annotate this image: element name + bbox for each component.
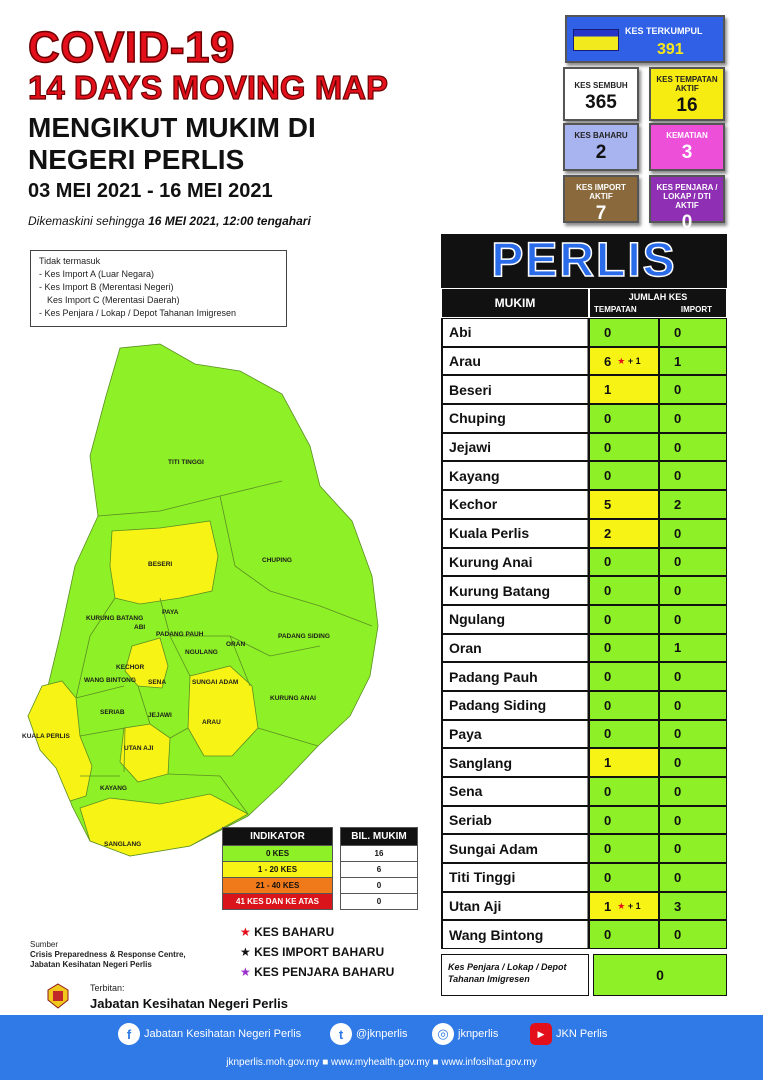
indicator-table — [222, 827, 418, 910]
map-label-kuala-perlis: KUALA PERLIS — [22, 733, 70, 740]
mukim-name: Sena — [441, 777, 589, 806]
map-label-abi: ABI — [134, 624, 146, 631]
tempatan-value: 6 — [604, 353, 612, 369]
tempatan-cell — [589, 892, 659, 921]
mukim-count-header: BIL. MUKIM — [341, 828, 418, 846]
tempatan-cell — [589, 662, 659, 691]
import-cell: 0 — [659, 834, 727, 863]
map-label-sungai-adam: SUNGAI ADAM — [192, 679, 239, 686]
tempatan-cell — [589, 806, 659, 835]
indicator-count: 16 — [341, 846, 418, 862]
stat-kematian: KEMATIAN 3 — [649, 123, 725, 171]
tempatan-value: 2 — [604, 525, 612, 541]
youtube-link[interactable]: ▶ JKN Perlis — [530, 1023, 607, 1045]
map-svg — [20, 336, 420, 876]
youtube-icon: ▶ — [530, 1023, 552, 1045]
new-case-star-icon: ★ + 1 — [617, 900, 641, 911]
tempatan-cell — [589, 375, 659, 404]
perlis-flag-icon — [573, 29, 619, 51]
mukim-name: Beseri — [441, 375, 589, 404]
map-label-paya: PAYA — [162, 609, 179, 616]
penjara-value: 0 — [593, 954, 727, 996]
purple-star-icon: ★ — [240, 965, 251, 979]
tempatan-value: 0 — [604, 439, 612, 455]
table-row — [441, 576, 727, 605]
tempatan-value: 0 — [604, 554, 612, 570]
map-label-ngulang: NGULANG — [185, 649, 218, 656]
tempatan-value: 0 — [604, 611, 612, 627]
indicator-count: 0 — [341, 878, 418, 894]
table-row — [441, 433, 727, 462]
table-row — [441, 662, 727, 691]
instagram-link[interactable]: ◎ jknperlis — [432, 1023, 498, 1045]
mukim-name: Kuala Perlis — [441, 519, 589, 548]
mukim-name: Jejawi — [441, 433, 589, 462]
map-label-kayang: KAYANG — [100, 785, 127, 792]
mukim-name: Wang Bintong — [441, 920, 589, 949]
import-cell: 0 — [659, 605, 727, 634]
tempatan-value: 0 — [604, 927, 612, 943]
footer — [0, 1015, 763, 1080]
table-body — [441, 318, 727, 949]
facebook-icon: f — [118, 1023, 140, 1045]
tempatan-cell — [589, 748, 659, 777]
table-row — [441, 519, 727, 548]
table-row — [441, 375, 727, 404]
tempatan-cell — [589, 576, 659, 605]
exclusion-line: Kes Import C (Merentasi Daerah) — [47, 295, 180, 305]
mukim-name: Chuping — [441, 404, 589, 433]
tempatan-value: 0 — [604, 324, 612, 340]
stat-penjara-aktif: KES PENJARA / LOKAP / DTI AKTIF 0 — [649, 175, 725, 223]
map-label-arau: ARAU — [202, 719, 221, 726]
tempatan-cell — [589, 548, 659, 577]
mukim-name: Utan Aji — [441, 892, 589, 921]
tempatan-cell — [589, 777, 659, 806]
tempatan-value: 0 — [604, 726, 612, 742]
source-note: Sumber Crisis Preparedness & Response Centre, Jabatan Kesihatan Negeri Perlis — [30, 940, 186, 969]
indicator-level: 21 - 40 KES — [223, 878, 333, 894]
updated-note: Dikemaskini sehingga 16 MEI 2021, 12:00 tengahari — [28, 214, 311, 228]
table-row — [441, 748, 727, 777]
tempatan-cell — [589, 318, 659, 347]
red-star-icon: ★ — [240, 925, 251, 939]
exclusion-line: - Kes Import A (Luar Negara) — [39, 269, 155, 279]
table-row — [441, 490, 727, 519]
table-row — [441, 634, 727, 663]
map-label-sena: SENA — [148, 679, 167, 686]
map-label-sanglang: SANGLANG — [104, 841, 142, 848]
publisher-label: Terbitan: — [90, 983, 125, 993]
map-label-padang-siding: PADANG SIDING — [278, 633, 330, 640]
import-cell: 0 — [659, 720, 727, 749]
tempatan-value: 0 — [604, 640, 612, 656]
tempatan-cell — [589, 519, 659, 548]
coat-of-arms-icon — [42, 982, 74, 1010]
table-row — [441, 605, 727, 634]
table-header — [441, 288, 727, 318]
tempatan-cell — [589, 490, 659, 519]
exclusion-note — [30, 250, 287, 327]
tempatan-cell — [589, 634, 659, 663]
map-label-kurung-batang: KURUNG BATANG — [86, 615, 144, 622]
import-cell: 0 — [659, 576, 727, 605]
mukim-name: Kurung Batang — [441, 576, 589, 605]
mukim-name: Padang Pauh — [441, 662, 589, 691]
import-cell: 0 — [659, 375, 727, 404]
tempatan-cell — [589, 834, 659, 863]
tempatan-cell — [589, 605, 659, 634]
tempatan-value: 1 — [604, 382, 612, 398]
mukim-name: Kurung Anai — [441, 548, 589, 577]
twitter-icon: t — [330, 1023, 352, 1045]
date-range: 03 MEI 2021 - 16 MEI 2021 — [28, 180, 273, 202]
tempatan-value: 1 — [604, 755, 612, 771]
state-banner: PERLIS — [441, 234, 727, 288]
instagram-icon: ◎ — [432, 1023, 454, 1045]
table-row — [441, 461, 727, 490]
import-cell: 0 — [659, 777, 727, 806]
black-star-icon: ★ — [240, 945, 251, 959]
mukim-table — [441, 234, 727, 949]
tempatan-value: 0 — [604, 783, 612, 799]
stat-tempatan-aktif: KES TEMPATAN AKTIF 16 — [649, 67, 725, 121]
indicator-level: 41 KES DAN KE ATAS — [223, 894, 333, 910]
tempatan-value: 5 — [604, 496, 612, 512]
import-cell: 0 — [659, 548, 727, 577]
heading: MENGIKUT MUKIM DI NEGERI PERLIS — [28, 112, 316, 175]
subtitle: 14 DAYS MOVING MAP — [28, 69, 389, 106]
import-cell: 1 — [659, 347, 727, 376]
publisher-name: Jabatan Kesihatan Negeri Perlis — [90, 996, 288, 1011]
tempatan-cell — [589, 433, 659, 462]
stat-import-aktif: KES IMPORT AKTIF 7 — [563, 175, 639, 223]
indicator-count: 0 — [341, 894, 418, 910]
map-label-beseri: BESERI — [148, 561, 173, 568]
map-label-seriab: SERIAB — [100, 709, 125, 716]
import-cell: 0 — [659, 920, 727, 949]
table-row — [441, 548, 727, 577]
website-urls[interactable]: jknperlis.moh.gov.my ■ www.myhealth.gov.my ■ www.infosihat.gov.my — [226, 1057, 537, 1068]
tempatan-value: 1 — [604, 898, 612, 914]
stat-sembuh: KES SEMBUH 365 — [563, 67, 639, 121]
exclusion-title: Tidak termasuk — [39, 256, 101, 266]
title: COVID-19 — [28, 23, 235, 72]
penjara-row — [441, 954, 727, 996]
mukim-name: Padang Siding — [441, 691, 589, 720]
indicator-header: INDIKATOR — [223, 828, 333, 846]
mukim-name: Abi — [441, 318, 589, 347]
indicator-level: 1 - 20 KES — [223, 862, 333, 878]
perlis-map — [20, 336, 420, 876]
map-label-wang-bintong: WANG BINTONG — [84, 677, 136, 684]
penjara-label: Kes Penjara / Lokap / Depot Tahanan Imigresen — [441, 954, 589, 996]
tempatan-cell — [589, 347, 659, 376]
import-cell: 0 — [659, 433, 727, 462]
map-label-chuping: CHUPING — [262, 557, 292, 564]
table-row — [441, 806, 727, 835]
tempatan-cell — [589, 720, 659, 749]
table-row — [441, 863, 727, 892]
tempatan-value: 0 — [604, 468, 612, 484]
twitter-link[interactable]: t @jknperlis — [330, 1023, 408, 1045]
mukim-name: Kayang — [441, 461, 589, 490]
import-cell: 0 — [659, 691, 727, 720]
exclusion-line: - Kes Import B (Merentasi Negeri) — [39, 282, 174, 292]
map-label-utan-aji: UTAN AJI — [124, 745, 154, 752]
map-label-titi-tinggi: TITI TINGGI — [168, 459, 204, 466]
import-cell: 0 — [659, 519, 727, 548]
mukim-name: Arau — [441, 347, 589, 376]
map-label-kechor: KECHOR — [116, 664, 145, 671]
import-cell: 0 — [659, 662, 727, 691]
import-cell: 0 — [659, 404, 727, 433]
mukim-name: Sanglang — [441, 748, 589, 777]
stat-terkumpul: KES TERKUMPUL 391 — [565, 15, 725, 63]
table-row — [441, 318, 727, 347]
table-row — [441, 920, 727, 949]
tempatan-cell — [589, 920, 659, 949]
mukim-name: Titi Tinggi — [441, 863, 589, 892]
star-legend: ★ KES BAHARU ★ KES IMPORT BAHARU ★ KES PENJARA BAHARU — [240, 925, 395, 979]
tempatan-cell — [589, 863, 659, 892]
mukim-name: Paya — [441, 720, 589, 749]
map-label-kurung-anai: KURUNG ANAI — [270, 695, 316, 702]
tempatan-value: 0 — [604, 669, 612, 685]
table-row — [441, 691, 727, 720]
mukim-name: Seriab — [441, 806, 589, 835]
table-row — [441, 834, 727, 863]
stat-baharu: KES BAHARU 2 — [563, 123, 639, 171]
import-cell: 0 — [659, 318, 727, 347]
mukim-name: Ngulang — [441, 605, 589, 634]
mukim-name: Kechor — [441, 490, 589, 519]
mukim-name: Sungai Adam — [441, 834, 589, 863]
map-label-jejawi: JEJAWI — [148, 712, 172, 719]
import-cell: 0 — [659, 748, 727, 777]
indicator-count: 6 — [341, 862, 418, 878]
new-case-star-icon: ★ + 1 — [617, 355, 641, 366]
tempatan-value: 0 — [604, 697, 612, 713]
tempatan-cell — [589, 461, 659, 490]
tempatan-value: 0 — [604, 812, 612, 828]
exclusion-line: - Kes Penjara / Lokap / Depot Tahanan Imigresen — [39, 308, 236, 318]
tempatan-cell — [589, 691, 659, 720]
indicator-level: 0 KES — [223, 846, 333, 862]
table-row — [441, 777, 727, 806]
tempatan-value: 0 — [604, 841, 612, 857]
map-label-padang-pauh: PADANG PAUH — [156, 631, 204, 638]
mukim-name: Oran — [441, 634, 589, 663]
table-row — [441, 347, 727, 376]
tempatan-value: 0 — [604, 410, 612, 426]
col-import: IMPORT — [680, 305, 712, 314]
facebook-link[interactable]: f Jabatan Kesihatan Negeri Perlis — [118, 1023, 301, 1045]
import-cell: 3 — [659, 892, 727, 921]
import-cell: 2 — [659, 490, 727, 519]
import-cell: 0 — [659, 863, 727, 892]
import-cell: 1 — [659, 634, 727, 663]
col-tempatan: TEMPATAN — [594, 305, 637, 314]
table-row — [441, 720, 727, 749]
import-cell: 0 — [659, 461, 727, 490]
tempatan-value: 0 — [604, 583, 612, 599]
col-mukim: MUKIM — [441, 288, 589, 318]
col-jumlah: JUMLAH KES — [628, 292, 688, 302]
import-cell: 0 — [659, 806, 727, 835]
map-label-oran: ORAN — [226, 641, 246, 648]
tempatan-cell — [589, 404, 659, 433]
table-row — [441, 892, 727, 921]
table-row — [441, 404, 727, 433]
tempatan-value: 0 — [604, 869, 612, 885]
